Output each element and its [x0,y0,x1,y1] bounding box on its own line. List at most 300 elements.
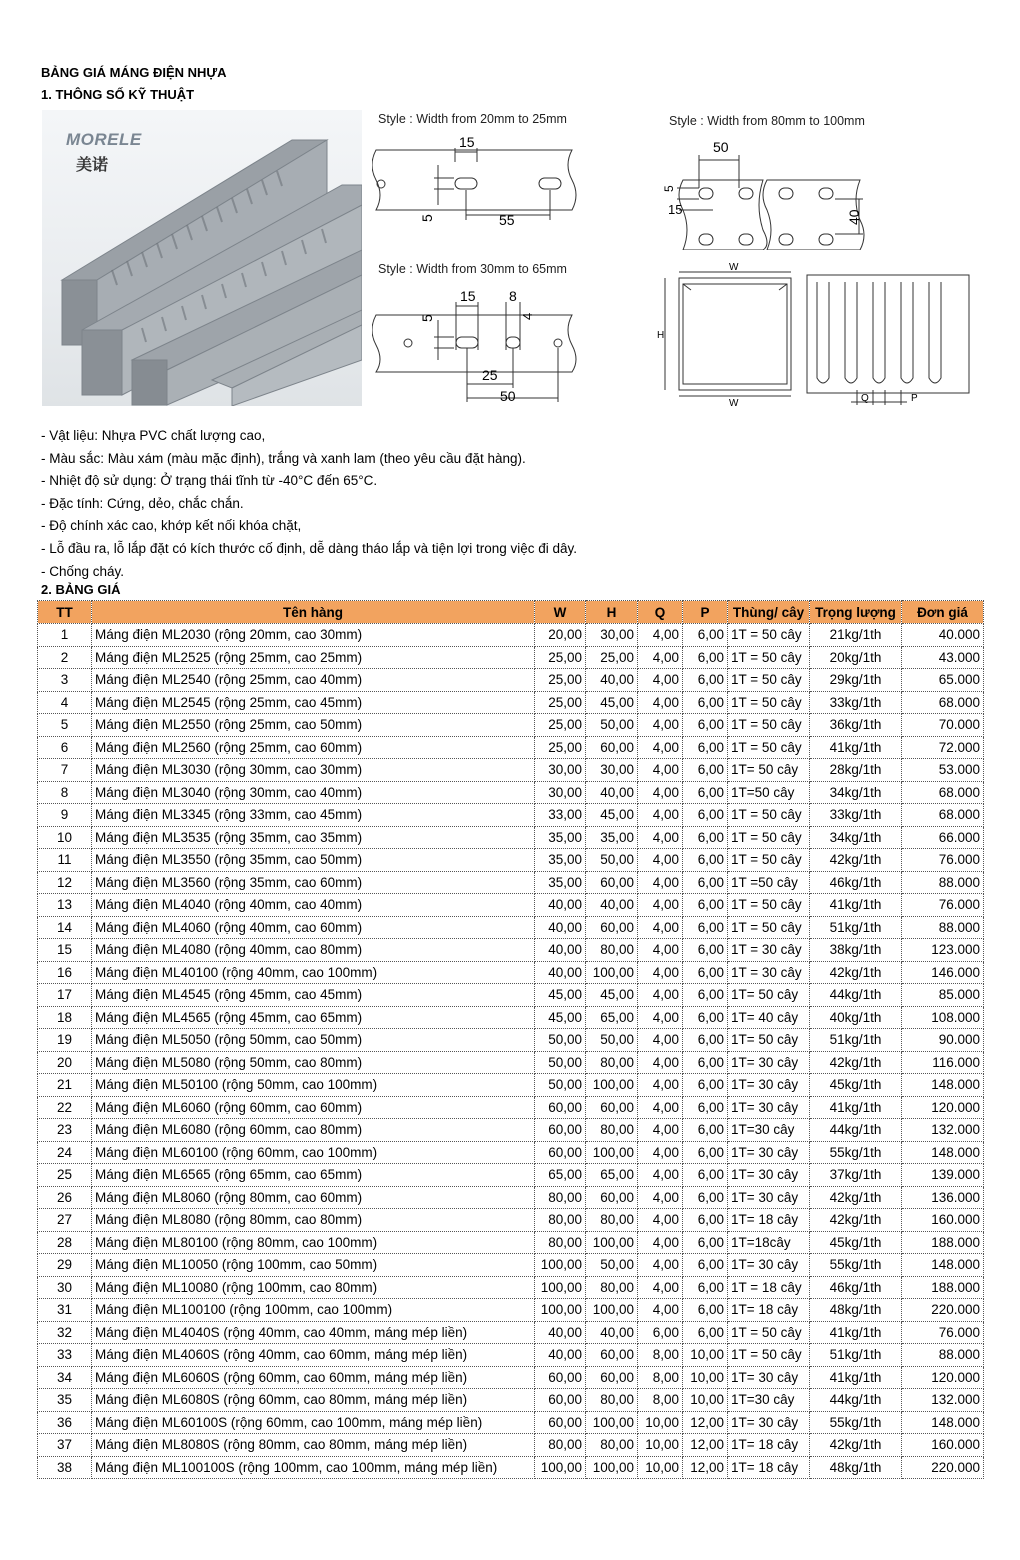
table-cell: 4,00 [638,984,683,1007]
table-row [38,1029,984,1052]
table-row [38,804,984,827]
table-row [38,1209,984,1232]
table-cell: 88.000 [902,916,984,939]
dim-label: P [911,393,918,404]
table-cell: 38kg/1th [810,939,902,962]
table-cell: 31 [38,1299,92,1322]
document-title: BẢNG GIÁ MÁNG ĐIỆN NHỰA [41,65,227,80]
table-cell: 6,00 [683,849,728,872]
table-row [38,871,984,894]
dim-label: W [729,262,739,273]
table-cell: 4,00 [638,871,683,894]
table-cell: Máng điện ML4080 (rộng 40mm, cao 80mm) [92,939,535,962]
table-cell: 40,00 [535,961,586,984]
table-cell: 132.000 [902,1389,984,1412]
table-cell: 50,00 [586,849,638,872]
table-cell: 40,00 [535,939,586,962]
price-table [37,600,984,1479]
table-cell: 45,00 [535,1006,586,1029]
table-cell: 108.000 [902,1006,984,1029]
table-cell: 100,00 [535,1299,586,1322]
table-cell: 1T= 18 cây [728,1456,810,1479]
table-cell: 55kg/1th [810,1141,902,1164]
column-header: TT [38,601,92,624]
table-cell: 4,00 [638,1231,683,1254]
table-cell: 60,00 [586,1344,638,1367]
table-cell: 90.000 [902,1029,984,1052]
table-cell: 6,00 [683,939,728,962]
table-cell: 45,00 [535,984,586,1007]
table-cell: 100,00 [586,1141,638,1164]
table-cell: 100,00 [535,1254,586,1277]
table-row [38,1231,984,1254]
table-cell: 66.000 [902,826,984,849]
table-row [38,1074,984,1097]
table-cell: 1T = 50 cây [728,736,810,759]
table-cell: 4,00 [638,1299,683,1322]
product-photo [42,110,362,406]
spec-item: - Đặc tính: Cứng, dẻo, chắc chắn. [41,495,244,511]
brand-logo [66,130,142,175]
table-cell: 220.000 [902,1299,984,1322]
table-cell: 24 [38,1141,92,1164]
table-cell: 160.000 [902,1434,984,1457]
table-cell: 55kg/1th [810,1254,902,1277]
table-cell: Máng điện ML3535 (rộng 35mm, cao 35mm) [92,826,535,849]
table-cell: 23 [38,1119,92,1142]
table-cell: 6,00 [683,1254,728,1277]
table-row [38,1411,984,1434]
table-row [38,1254,984,1277]
dim-label: 5 [662,185,676,192]
table-cell: Máng điện ML100100S (rộng 100mm, cao 100mm, máng mép liền) [92,1456,535,1479]
table-cell: 22 [38,1096,92,1119]
dim-label: 40 [846,209,862,225]
table-cell: 80,00 [535,1231,586,1254]
table-cell: 1T= 50 cây [728,984,810,1007]
spec-item: - Màu sắc: Màu xám (màu mặc định), trắng và xanh lam (theo yêu cầu đặt hàng). [41,450,526,466]
table-row [38,624,984,647]
table-row [38,1434,984,1457]
table-cell: 132.000 [902,1119,984,1142]
spec-list [41,425,577,583]
table-row [38,961,984,984]
table-cell: 6,00 [683,984,728,1007]
table-cell: 51kg/1th [810,1344,902,1367]
table-cell: 1T = 30 cây [728,961,810,984]
table-cell: 42kg/1th [810,1186,902,1209]
table-row [38,736,984,759]
table-cell: 4,00 [638,1164,683,1187]
table-cell: 148.000 [902,1411,984,1434]
table-row [38,1344,984,1367]
table-cell: 19 [38,1029,92,1052]
table-cell: 6,00 [683,1051,728,1074]
table-cell: 14 [38,916,92,939]
table-row [38,759,984,782]
brand-name: MORELE [66,130,142,149]
table-row [38,1096,984,1119]
table-cell: 1T= 18 cây [728,1299,810,1322]
table-cell: Máng điện ML4040 (rộng 40mm, cao 40mm) [92,894,535,917]
table-cell: 146.000 [902,961,984,984]
table-row [38,1141,984,1164]
table-cell: 72.000 [902,736,984,759]
dim-label: 5 [419,214,435,222]
table-cell: Máng điện ML2545 (rộng 25mm, cao 45mm) [92,691,535,714]
table-cell: 88.000 [902,1344,984,1367]
table-cell: 4,00 [638,736,683,759]
table-cell: 40,00 [535,894,586,917]
table-cell: 33kg/1th [810,691,902,714]
table-cell: 68.000 [902,781,984,804]
table-cell: 1T=30 cây [728,1389,810,1412]
table-cell: Máng điện ML5050 (rộng 50mm, cao 50mm) [92,1029,535,1052]
table-cell: 7 [38,759,92,782]
table-cell: 26 [38,1186,92,1209]
table-row [38,849,984,872]
table-cell: Máng điện ML3040 (rộng 30mm, cao 40mm) [92,781,535,804]
table-cell: 50,00 [586,1254,638,1277]
table-cell: 42kg/1th [810,1434,902,1457]
table-cell: 6,00 [683,624,728,647]
table-cell: 1T = 50 cây [728,894,810,917]
table-cell: 139.000 [902,1164,984,1187]
table-cell: 45,00 [586,984,638,1007]
slot-drawing [372,260,592,410]
table-cell: 6,00 [683,1231,728,1254]
table-row [38,691,984,714]
table-cell: 6,00 [683,1276,728,1299]
table-cell: Máng điện ML80100 (rộng 80mm, cao 100mm) [92,1231,535,1254]
table-cell: 148.000 [902,1141,984,1164]
table-cell: 60,00 [586,1366,638,1389]
diagram-caption: Style : Width from 20mm to 25mm [378,112,567,126]
spec-item: - Nhiệt độ sử dụng: Ở trạng thái tĩnh từ -40°C đến 65°C. [41,473,378,489]
table-cell: 33 [38,1344,92,1367]
table-cell: 120.000 [902,1366,984,1389]
table-cell: 1T= 18 cây [728,1209,810,1232]
diagram-caption: Style : Width from 80mm to 100mm [669,114,865,128]
table-cell: 1T= 30 cây [728,1366,810,1389]
table-cell: 53.000 [902,759,984,782]
table-cell: Máng điện ML3030 (rộng 30mm, cao 30mm) [92,759,535,782]
table-cell: 1T=50 cây [728,781,810,804]
table-cell: 76.000 [902,849,984,872]
table-cell: 35,00 [535,849,586,872]
table-row [38,916,984,939]
table-cell: 68.000 [902,804,984,827]
column-header: Q [638,601,683,624]
table-cell: 1T = 50 cây [728,1344,810,1367]
table-cell: Máng điện ML4565 (rộng 45mm, cao 65mm) [92,1006,535,1029]
table-cell: 100,00 [535,1456,586,1479]
table-cell: 1T = 50 cây [728,849,810,872]
table-cell: 100,00 [586,1231,638,1254]
table-row [38,1164,984,1187]
table-cell: 20 [38,1051,92,1074]
table-cell: 76.000 [902,1321,984,1344]
table-cell: 8,00 [638,1344,683,1367]
table-cell: 36kg/1th [810,714,902,737]
table-cell: 4,00 [638,939,683,962]
table-cell: 1T= 40 cây [728,1006,810,1029]
table-cell: 30,00 [586,759,638,782]
dim-label: 25 [482,367,498,383]
table-cell: 65.000 [902,669,984,692]
table-cell: 60,00 [586,736,638,759]
table-row [38,646,984,669]
table-cell: 50,00 [586,1029,638,1052]
column-header: Đơn giá [902,601,984,624]
table-cell: 34kg/1th [810,826,902,849]
table-row [38,714,984,737]
table-cell: 34kg/1th [810,781,902,804]
table-cell: Máng điện ML100100 (rộng 100mm, cao 100mm) [92,1299,535,1322]
table-cell: Máng điện ML40100 (rộng 40mm, cao 100mm) [92,961,535,984]
table-cell: 8,00 [638,1366,683,1389]
table-cell: 4,00 [638,1119,683,1142]
table-cell: 116.000 [902,1051,984,1074]
table-cell: 1T = 50 cây [728,691,810,714]
table-cell: 1T = 30 cây [728,939,810,962]
table-cell: 4,00 [638,714,683,737]
table-cell: 4,00 [638,916,683,939]
table-cell: 220.000 [902,1456,984,1479]
table-header-row [38,601,984,624]
table-cell: 21 [38,1074,92,1097]
table-cell: 100,00 [535,1276,586,1299]
table-cell: 46kg/1th [810,871,902,894]
table-cell: 123.000 [902,939,984,962]
table-cell: 1T= 30 cây [728,1186,810,1209]
column-header: Tên hàng [92,601,535,624]
table-cell: 35 [38,1389,92,1412]
slot-drawing [655,110,885,250]
table-cell: 6,00 [683,1209,728,1232]
table-cell: Máng điện ML3345 (rộng 33mm, cao 45mm) [92,804,535,827]
table-cell: 100,00 [586,961,638,984]
table-cell: 20,00 [535,624,586,647]
table-cell: 3 [38,669,92,692]
table-cell: 80,00 [535,1186,586,1209]
table-cell: 4,00 [638,1006,683,1029]
table-cell: 60,00 [535,1096,586,1119]
table-cell: 48kg/1th [810,1456,902,1479]
table-cell: 8,00 [638,1389,683,1412]
table-cell: Máng điện ML2525 (rộng 25mm, cao 25mm) [92,646,535,669]
table-cell: 188.000 [902,1276,984,1299]
table-cell: 4,00 [638,826,683,849]
table-cell: 18 [38,1006,92,1029]
table-cell: 60,00 [586,871,638,894]
table-cell: 60,00 [535,1411,586,1434]
table-cell: 6,00 [683,1006,728,1029]
table-cell: 25,00 [535,669,586,692]
table-cell: 60,00 [586,1186,638,1209]
table-cell: 12,00 [683,1411,728,1434]
table-cell: 10 [38,826,92,849]
table-cell: 88.000 [902,871,984,894]
table-cell: 120.000 [902,1096,984,1119]
table-cell: 70.000 [902,714,984,737]
dim-label: 55 [499,212,515,228]
table-cell: 160.000 [902,1209,984,1232]
table-cell: 4,00 [638,669,683,692]
dim-label: 50 [713,139,729,155]
table-cell: Máng điện ML60100 (rộng 60mm, cao 100mm) [92,1141,535,1164]
table-cell: 55kg/1th [810,1411,902,1434]
table-cell: 6,00 [683,691,728,714]
table-cell: 6,00 [683,916,728,939]
table-cell: Máng điện ML4060 (rộng 40mm, cao 60mm) [92,916,535,939]
table-cell: 40kg/1th [810,1006,902,1029]
table-cell: 1T= 30 cây [728,1164,810,1187]
table-cell: 1T=30 cây [728,1119,810,1142]
table-body [38,624,984,1479]
table-cell: 4,00 [638,781,683,804]
table-cell: Máng điện ML4040S (rộng 40mm, cao 40mm, máng mép liền) [92,1321,535,1344]
table-cell: 45kg/1th [810,1231,902,1254]
table-cell: 50,00 [535,1074,586,1097]
table-cell: 68.000 [902,691,984,714]
table-cell: 4,00 [638,1141,683,1164]
table-cell: 51kg/1th [810,1029,902,1052]
table-cell: 10,00 [638,1411,683,1434]
table-cell: 41kg/1th [810,894,902,917]
table-cell: 85.000 [902,984,984,1007]
table-cell: 6,00 [683,1096,728,1119]
cross-section-drawing [655,260,975,410]
table-cell: Máng điện ML4545 (rộng 45mm, cao 45mm) [92,984,535,1007]
table-cell: 4,00 [638,646,683,669]
table-cell: 30,00 [535,781,586,804]
table-cell: 60,00 [535,1389,586,1412]
table-cell: 4,00 [638,1209,683,1232]
table-cell: Máng điện ML6060 (rộng 60mm, cao 60mm) [92,1096,535,1119]
table-cell: 1T = 50 cây [728,1321,810,1344]
column-header: H [586,601,638,624]
table-cell: Máng điện ML6060S (rộng 60mm, cao 60mm, máng mép liền) [92,1366,535,1389]
table-cell: 4,00 [638,1051,683,1074]
slot-drawing [372,110,592,235]
table-cell: 29kg/1th [810,669,902,692]
table-cell: 80,00 [586,1209,638,1232]
table-cell: 80,00 [586,1119,638,1142]
table-cell: 44kg/1th [810,984,902,1007]
table-row [38,1119,984,1142]
table-cell: 1T = 50 cây [728,804,810,827]
table-cell: 60,00 [535,1119,586,1142]
table-cell: 60,00 [586,1096,638,1119]
dim-label: 8 [509,288,517,304]
section-heading-prices: 2. BẢNG GIÁ [41,582,121,597]
table-cell: 45kg/1th [810,1074,902,1097]
table-cell: 1T= 30 cây [728,1096,810,1119]
table-cell: 6,00 [683,781,728,804]
table-cell: 40.000 [902,624,984,647]
table-cell: 40,00 [535,1344,586,1367]
table-cell: 40,00 [586,781,638,804]
table-cell: 16 [38,961,92,984]
table-cell: 6,00 [683,646,728,669]
table-cell: 25,00 [586,646,638,669]
table-cell: 50,00 [535,1029,586,1052]
table-cell: 34 [38,1366,92,1389]
table-cell: 37kg/1th [810,1164,902,1187]
table-cell: 35,00 [535,871,586,894]
table-cell: Máng điện ML5080 (rộng 50mm, cao 80mm) [92,1051,535,1074]
table-cell: 6,00 [683,1186,728,1209]
table-cell: 1T= 18 cây [728,1434,810,1457]
diagram-cross-section [655,260,975,410]
table-cell: 4,00 [638,1029,683,1052]
table-cell: 25,00 [535,646,586,669]
table-cell: 1T = 50 cây [728,826,810,849]
spec-item: - Lỗ đầu ra, lỗ lắp đặt có kích thước cố định, dễ dàng tháo lắp và tiện lợi trong việc đi dây. [41,540,578,556]
table-row [38,826,984,849]
table-cell: 6,00 [683,1321,728,1344]
dim-label: W [729,398,739,409]
table-row [38,1051,984,1074]
table-cell: 20kg/1th [810,646,902,669]
table-cell: 41kg/1th [810,1321,902,1344]
table-cell: 6,00 [683,804,728,827]
table-cell: 100,00 [586,1456,638,1479]
table-cell: 80,00 [586,1389,638,1412]
diagram-width-80-100 [655,110,885,250]
table-cell: 17 [38,984,92,1007]
dim-label: Q [861,393,869,404]
table-cell: 4 [38,691,92,714]
table-cell: 25,00 [535,736,586,759]
table-cell: Máng điện ML2560 (rộng 25mm, cao 60mm) [92,736,535,759]
table-cell: 80,00 [586,1434,638,1457]
table-row [38,1006,984,1029]
table-row [38,1299,984,1322]
table-cell: Máng điện ML4060S (rộng 40mm, cao 60mm, máng mép liền) [92,1344,535,1367]
table-row [38,781,984,804]
table-row [38,1321,984,1344]
table-cell: 37 [38,1434,92,1457]
table-cell: 38 [38,1456,92,1479]
table-cell: 4,00 [638,759,683,782]
table-cell: 10,00 [638,1434,683,1457]
table-cell: 6,00 [683,1164,728,1187]
table-cell: 6,00 [683,1074,728,1097]
table-cell: 4,00 [638,1096,683,1119]
table-cell: 42kg/1th [810,849,902,872]
table-cell: 33kg/1th [810,804,902,827]
table-cell: 80,00 [535,1209,586,1232]
table-cell: 1T= 30 cây [728,1051,810,1074]
table-cell: 4,00 [638,624,683,647]
table-cell: 6,00 [683,1141,728,1164]
table-cell: 1T =50 cây [728,871,810,894]
dim-label: 4 [520,312,535,320]
column-header: Thùng/ cây [728,601,810,624]
diagram-caption: Style : Width from 30mm to 65mm [378,262,567,276]
table-cell: 11 [38,849,92,872]
table-cell: 1T = 50 cây [728,669,810,692]
table-cell: 40,00 [586,1321,638,1344]
table-cell: 4,00 [638,1254,683,1277]
table-cell: 25 [38,1164,92,1187]
table-cell: 6,00 [683,714,728,737]
table-cell: 33,00 [535,804,586,827]
table-cell: 6,00 [638,1321,683,1344]
table-row [38,894,984,917]
